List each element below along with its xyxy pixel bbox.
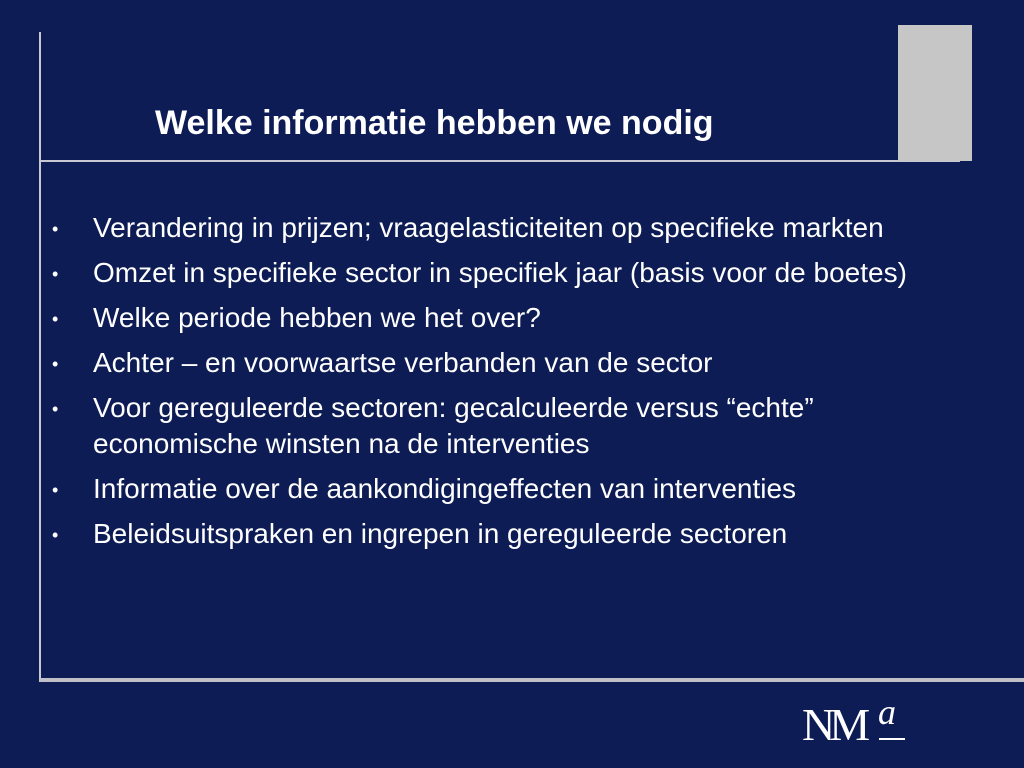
- logo-main-text: NM: [802, 699, 865, 750]
- bullet-dot-icon: •: [52, 399, 59, 419]
- bullet-text: Welke periode hebben we het over?: [93, 302, 541, 333]
- bullet-text: Voor gereguleerde sectoren: gecalculeerde versus “echte” economische winsten na de interventies: [93, 392, 814, 459]
- bullet-text: Omzet in specifieke sector in specifiek jaar (basis voor de boetes): [93, 257, 907, 288]
- bullet-item-period: [52, 300, 972, 336]
- left-vertical-rule: [39, 32, 41, 682]
- bullet-item-turnover: [52, 255, 972, 291]
- bullet-item-announcement-effects: [52, 471, 972, 507]
- bullet-text: Beleidsuitspraken en ingrepen in gereguleerde sectoren: [93, 518, 788, 549]
- bullet-list: [52, 210, 972, 561]
- gray-accent-box: [898, 25, 972, 161]
- bullet-item-price-elasticities: [52, 210, 972, 246]
- bullet-dot-icon: •: [52, 354, 59, 374]
- bullet-item-regulated-profits: [52, 390, 972, 462]
- bottom-divider-rule: [40, 678, 1024, 682]
- bullet-text: Achter – en voorwaartse verbanden van de sector: [93, 347, 713, 378]
- slide-title: Welke informatie hebben we nodig: [155, 104, 714, 142]
- bullet-dot-icon: •: [52, 480, 59, 500]
- bullet-dot-icon: •: [52, 264, 59, 284]
- bullet-item-linkages: [52, 345, 972, 381]
- nma-logo: [802, 692, 912, 750]
- title-divider-rule: [40, 160, 960, 162]
- bullet-dot-icon: •: [52, 309, 59, 329]
- logo-underline: [879, 738, 905, 740]
- bullet-dot-icon: •: [52, 525, 59, 545]
- bullet-text: Informatie over de aankondigingeffecten van interventies: [93, 473, 797, 504]
- logo-superscript-text: a: [878, 692, 896, 732]
- bullet-text: Verandering in prijzen; vraagelasticiteiten op specifieke markten: [93, 212, 884, 243]
- bullet-item-policy-statements: [52, 516, 972, 552]
- bullet-dot-icon: •: [52, 219, 59, 239]
